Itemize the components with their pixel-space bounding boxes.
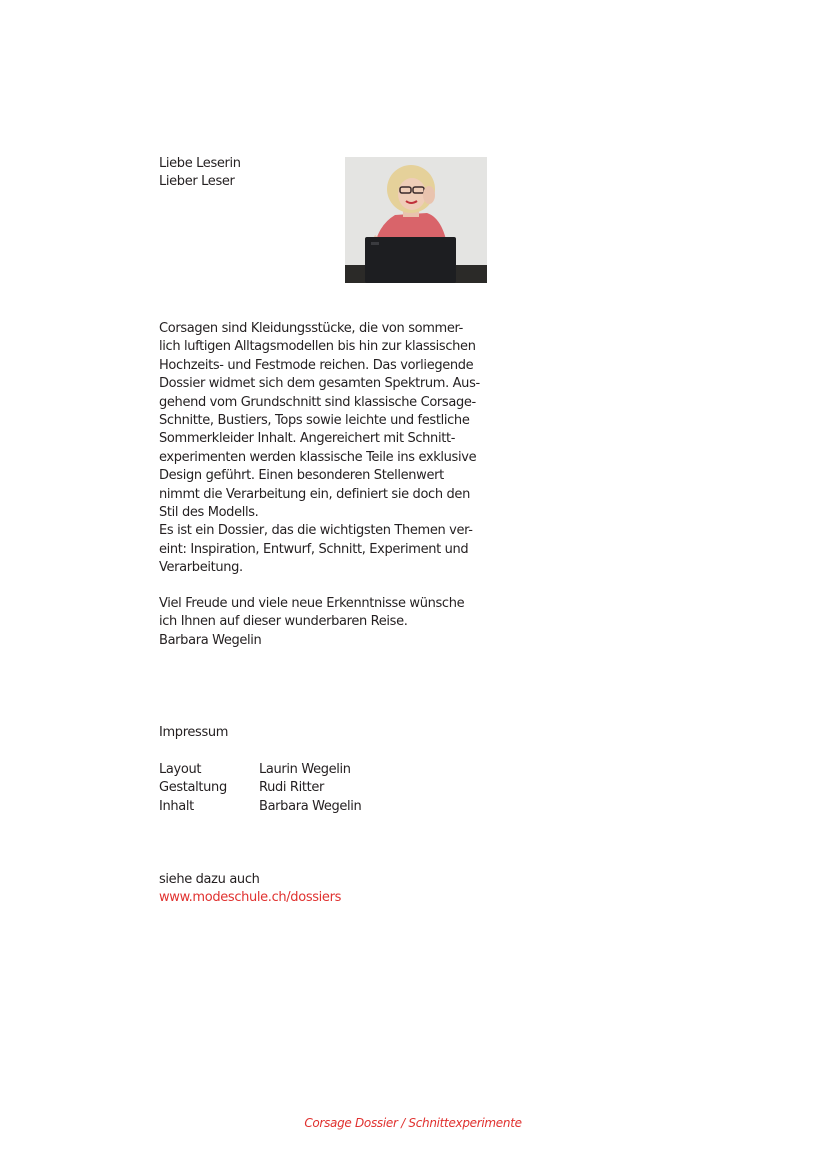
intro-line: Schnitte, Bustiers, Tops sowie leichte und festliche <box>159 413 470 429</box>
impressum-label: Gestaltung <box>159 780 227 796</box>
author-photo <box>345 157 487 283</box>
intro-line: experimenten werden klassische Teile ins exklusive <box>159 449 477 465</box>
intro-paragraph <box>159 320 480 578</box>
impressum-title: Impressum <box>159 725 229 740</box>
impressum-value: Laurin Wegelin <box>259 762 351 777</box>
greeting-line: Lieber Leser <box>159 174 235 190</box>
signature: Barbara Wegelin <box>159 632 262 648</box>
closing-line: Viel Freude und viele neue Erkenntnisse wünsche <box>159 596 465 611</box>
intro-line: Es ist ein Dossier, das die wichtigsten Themen ver- <box>159 523 473 539</box>
intro-line: Verarbeitung. <box>159 560 243 576</box>
intro-line: Hochzeits- und Festmode reichen. Das vorliegende <box>159 357 474 373</box>
impressum-row <box>159 798 361 816</box>
impressum-label: Inhalt <box>159 798 194 814</box>
intro-line: lich luftigen Alltagsmodellen bis hin zur klassischen <box>159 339 476 355</box>
impressum-row <box>159 761 361 779</box>
impressum-value: Barbara Wegelin <box>259 798 362 814</box>
intro-line: nimmt die Verarbeitung ein, definiert sie doch den <box>159 486 470 502</box>
intro-line: Stil des Modells. <box>159 505 259 521</box>
dossiers-link[interactable]: www.modeschule.ch/dossiers <box>159 890 341 906</box>
impressum-value: Rudi Ritter <box>259 780 325 796</box>
greeting-line: Liebe Leserin <box>159 156 241 171</box>
author-photo-illustration <box>345 157 487 283</box>
intro-line: eint: Inspiration, Entwurf, Schnitt, Experiment und <box>159 541 469 557</box>
impressum-label: Layout <box>159 762 202 777</box>
impressum-row <box>159 779 361 797</box>
intro-line: Design geführt. Einen besonderen Stellenwert <box>159 468 444 484</box>
intro-line: Dossier widmet sich dem gesamten Spektrum. Aus- <box>159 376 480 392</box>
closing-line: ich Ihnen auf dieser wunderbaren Reise. <box>159 614 408 630</box>
intro-line: Corsagen sind Kleidungsstücke, die von sommer- <box>159 321 464 336</box>
closing-paragraph <box>159 595 464 650</box>
page-footer: Corsage Dossier / Schnittexperimente <box>304 1116 522 1130</box>
see-also <box>159 871 341 908</box>
impressum-table <box>159 761 361 816</box>
intro-line: Sommerkleider Inhalt. Angereichert mit Schnitt- <box>159 431 456 447</box>
greeting <box>159 155 241 192</box>
see-also-label: siehe dazu auch <box>159 872 260 887</box>
intro-line: gehend vom Grundschnitt sind klassische Corsage- <box>159 394 476 410</box>
